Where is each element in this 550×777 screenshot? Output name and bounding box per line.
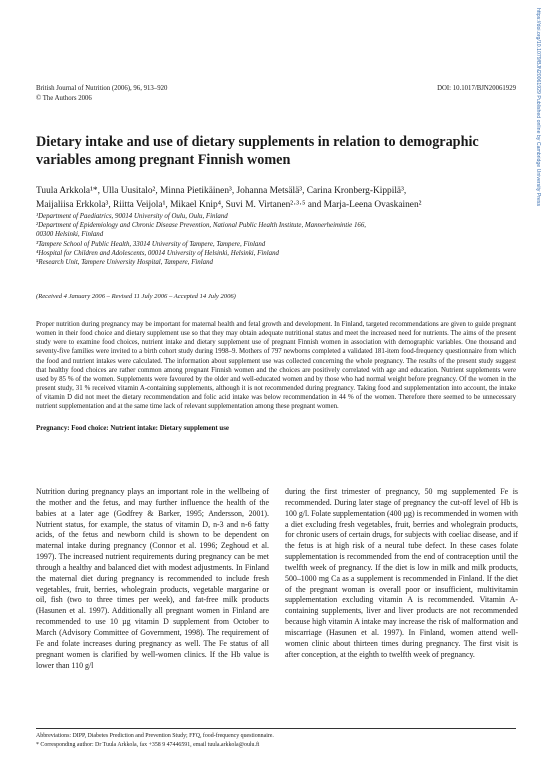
doi-sidebar-text[interactable]: https://doi.org/10.1079/BJN20061929 Published online by Cambridge University Press	[535, 8, 541, 207]
keywords: Pregnancy: Food choice: Nutrient intake: Dietary supplement use	[36, 425, 229, 432]
doi-label: DOI: 10.1017/BJN20061929	[437, 85, 516, 92]
affiliations	[36, 212, 516, 267]
received-dates: (Received 4 January 2006 – Revised 11 July 2006 – Accepted 14 July 2006)	[36, 293, 236, 300]
affiliation-2-cont: 00300 Helsinki, Finland	[36, 231, 104, 239]
body-column-left: Nutrition during pregnancy plays an important role in the wellbeing of the mother and the fetus, and may further influence the health of the babies at a later age (Godfrey & Barker, 1995; Andersson, 2001). Nutrient status, for example, the status of vitamin D, n-3 and n-6 fatty acids, of the fetus and newborn child is shown to be dependent on maternal intake during pregnancy (Connor et al. 1996; Zeghoud et al. 1997). The increased nutrient requirements during pregnancy can be met through a healthy and balanced diet with modest adjustments. In Finland the maternal diet during pregnancy is recommended to include fresh vegetables, fruit, berries, wholegrain products, vegetable margarine or oil, fish (two to three times per week), and fat-free milk products (Hasunen et al. 1997). Additionally all pregnant women in Finland are recommended to use 10 µg vitamin D supplement from October to March (Advisory Committee of Government, 1998). The requirement of Fe and folate increases during pregnancy as well. The Fe status of all pregnant women is clarified by well-women clinics. If the Hb value is lower than 110 g/l	[36, 487, 269, 670]
article-title	[36, 134, 506, 169]
copyright-notice: © The Authors 2006	[36, 95, 92, 102]
title-line-1: Dietary intake and use of dietary supplements in relation to demographic	[36, 134, 479, 150]
affiliation-1: ¹Department of Paediatrics, 90014 University of Oulu, Oulu, Finland	[36, 213, 228, 220]
doi-sidebar	[532, 8, 542, 207]
body-column-right: during the first trimester of pregnancy, 50 mg supplemented Fe is recommended. During later stage of pregnancy the cut-off level of Hb is 100 g/l. Folate supplementation (400 µg) is recommended in women with a diet excluding fresh vegetables, fruit, berries and wholegrain products, for chronic users of certain drugs, for subjects with coeliac disease, and if the fetus is at high risk of a neural tube defect. In these cases folate supplementation is recommended from the end of contraception until the twelfth week of pregnancy. If the diet is low in milk and milk products, 500–1000 mg Ca as a supplement is recommended in Finland. If the diet of the pregnant woman is overall poor or insufficient, multivitamin supplementation excluding vitamin A is recommended. Vitamin A-containing supplements, liver and liver products are not recommended because high vitamin A intake may increase the risk of malformation and miscarriage (Hasunen et al. 1997). In Finland, women attend well-women clinic about thirteen times during pregnancy. The first visit is after conception, at the eighth to twelfth week of pregnancy.	[285, 487, 518, 659]
authors-line-2: Maijaliisa Erkkola³, Riitta Veijola¹, Mikael Knip⁴, Suvi M. Virtanen²·³·⁵ and Marja-Leena Ovaskainen²	[36, 199, 422, 210]
title-line-2: variables among pregnant Finnish women	[36, 151, 291, 168]
abbreviations-footnote: Abbreviations: DIPP, Diabetes Prediction and Prevention Study; FFQ, food-frequency questionnaire.	[36, 733, 274, 739]
journal-citation: British Journal of Nutrition (2006), 96, 913–920	[36, 85, 168, 92]
abstract: Proper nutrition during pregnancy may be important for maternal health and fetal growth and development. In Finland, targeted recommendations are given to guide pregnant women in their food choice and dietary supplement use so that they may obtain adequate nutritional status and meet the increased need for nutrients. The aims of the present study were to examine food choices, nutrient intake and dietary supplement use of pregnant Finnish women in association with demographic variables. One thousand and seventy-five families were invited to a birth cohort study during 1998–9. Mothers of 797 newborns completed a validated 181-item food-frequency questionnaire from which the food and nutrient intakes were calculated. The information about supplement use was collected concerning the whole pregnancy. The results of the present study suggest that healthy food choices are rather common among pregnant Finnish women and the choices are positively correlated with age and education. Nutrient supplements were used by 85 % of the women. Supplements were favoured by the older and well-educated women and by those who had normal weight before pregnancy. Of the women in the present study, 31 % received vitamin A-containing supplements, although it is not recommended during pregnancy. Taking food and supplementation into account, the intake of vitamin D did not meet the dietary recommendation and folic acid intake was below recommendation in 44 % of the women. Therefore there seemed to be unnecessary nutrient supplementation and at the same time lack of relevant supplementation among these pregnant women.	[36, 321, 516, 411]
corresponding-author-footnote: * Corresponding author: Dr Tuula Arkkola, fax +358 9 47446591, email tuula.arkkola@oulu.fi	[36, 742, 260, 748]
journal-header	[36, 85, 516, 92]
affiliation-5: ⁵Research Unit, Tampere University Hospital, Tampere, Finland	[36, 259, 214, 267]
authors-line-1: Tuula Arkkola¹*, Ulla Uusitalo², Minna Pietikäinen³, Johanna Metsälä³, Carina Kronberg-Kippilä³,	[36, 186, 407, 196]
author-list	[36, 185, 516, 212]
affiliation-2: ²Department of Epidemiology and Chronic Disease Prevention, National Public Health Institute, Mannerheimintie 166,	[36, 222, 367, 230]
footnotes	[36, 728, 516, 750]
affiliation-3: ³Tampere School of Public Health, 33014 University of Tampere, Tampere, Finland	[36, 240, 266, 248]
affiliation-4: ⁴Hospital for Children and Adolescents, 00014 University of Helsinki, Helsinki, Finland	[36, 249, 279, 257]
